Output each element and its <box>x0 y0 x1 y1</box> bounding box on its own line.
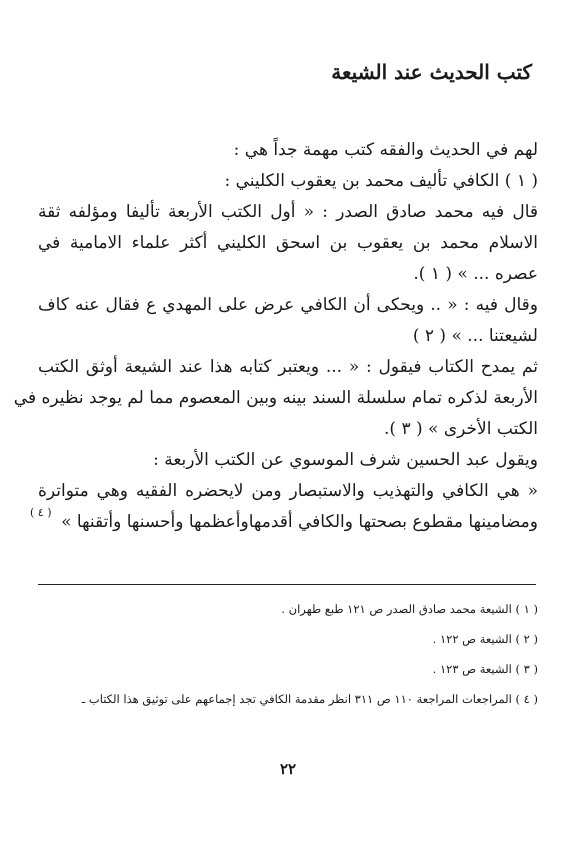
footnotes <box>38 594 538 714</box>
body-line-9: الأربعة لذكره تمام سلسلة السند بينه وبين المعصوم مما لم يوجد نظيره في <box>13 388 538 408</box>
body-line-11: ويقول عبد الحسين شرف الموسوي عن الكتب الأربعة : <box>153 450 538 470</box>
body-line-5: عصره ... » ( ١ ). <box>413 264 538 284</box>
footnote-2: ( ٢ ) الشيعة ص ١٢٢ . <box>432 632 538 646</box>
footnote-divider <box>38 584 536 585</box>
body-text <box>13 135 538 538</box>
body-line-8: ثم يمدح الكتاب فيقول : « ... ويعتبر كتابه هذا عند الشيعة أوثق الكتب <box>38 357 538 377</box>
body-line-13-text: ومضامينها مقطوع بصحتها والكافي أقدمهاوأعظمها وأحسنها وأتقنها » <box>61 512 538 532</box>
footnote-marker: ( ٤ ) <box>30 506 52 519</box>
footnote-3: ( ٣ ) الشيعة ص ١٢٣ . <box>432 662 538 676</box>
body-line-13 <box>30 506 538 538</box>
body-line-10: الكتب الأخرى » ( ٣ ). <box>384 419 538 439</box>
body-line-4: الاسلام محمد بن يعقوب بن اسحق الكليني أكثر علماء الامامية في <box>38 233 538 253</box>
footnote-1: ( ١ ) الشيعة محمد صادق الصدر ص ١٢١ طبع طهران . <box>281 602 538 616</box>
body-line-12: « هي الكافي والتهذيب والاستبصار ومن لايحضره الفقيه وهي متواترة <box>38 481 538 501</box>
page-number: ٢٢ <box>279 760 297 778</box>
body-line-1: لهم في الحديث والفقه كتب مهمة جداً هي : <box>233 140 538 160</box>
body-line-7: لشيعتنا ... » ( ٢ ) <box>412 326 538 346</box>
body-line-3: قال فيه محمد صادق الصدر : « أول الكتب الأربعة تأليفا ومؤلفه ثقة <box>38 202 538 222</box>
chapter-title: كتب الحديث عند الشيعة <box>331 60 532 84</box>
body-line-2: ( ١ ) الكافي تأليف محمد بن يعقوب الكليني : <box>224 171 538 191</box>
body-line-6: وقال فيه : « .. ويحكى أن الكافي عرض على المهدي ع فقال عنه كاف <box>38 295 538 315</box>
footnote-4: ( ٤ ) المراجعات المراجعة ١١٠ ص ٣١١ انظر مقدمة الكافي تجد إجماعهم على توثيق هذا الكتاب ـ <box>81 692 538 706</box>
